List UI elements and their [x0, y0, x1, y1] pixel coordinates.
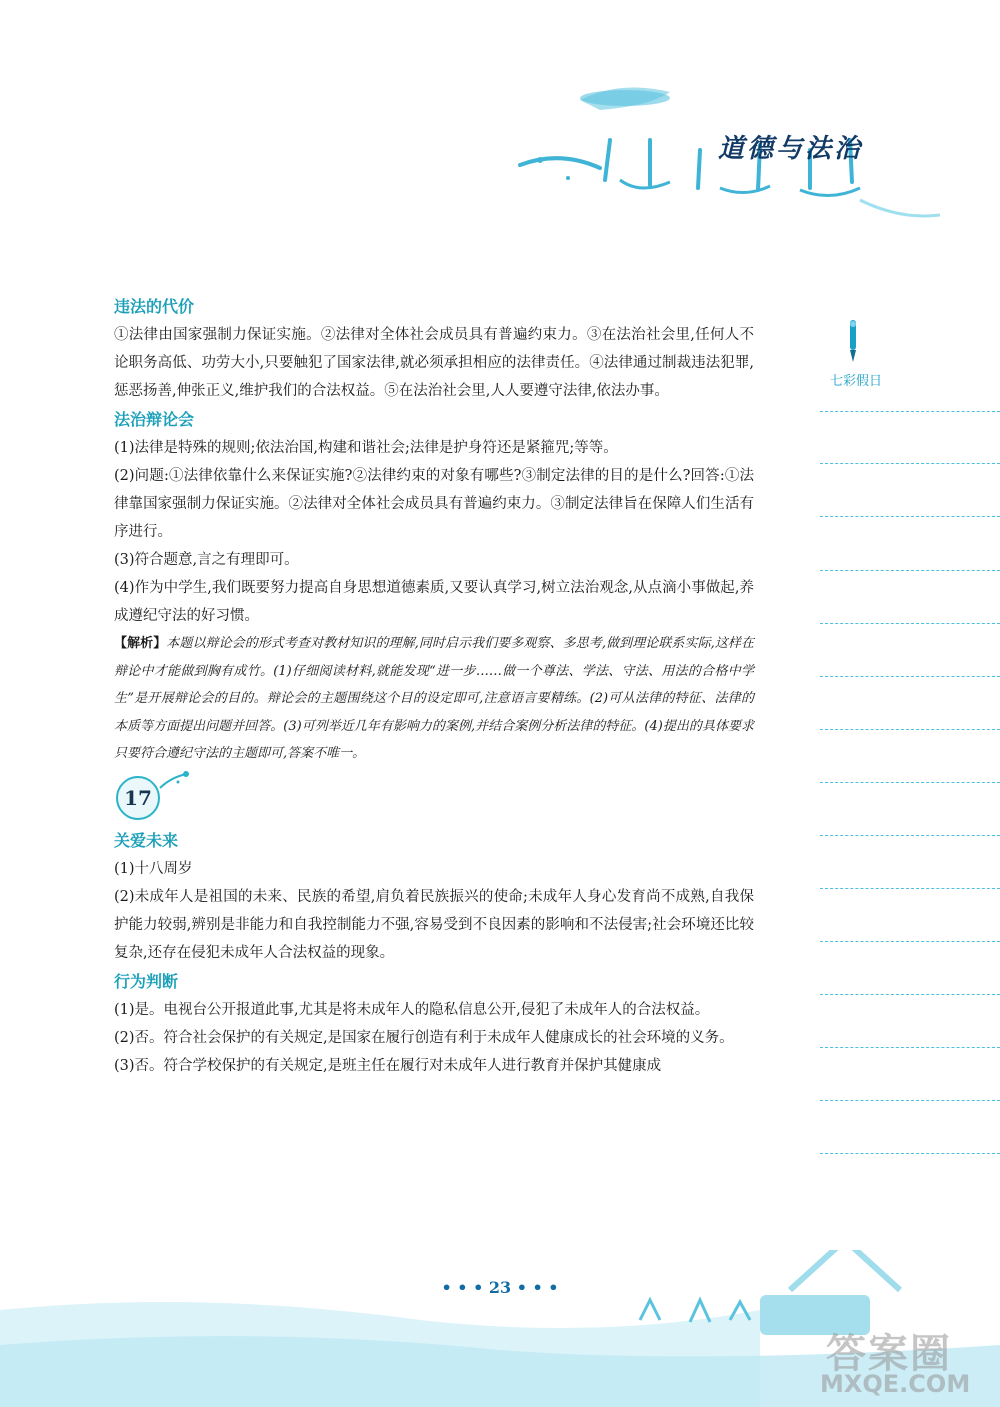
cost-paragraph: ①法律由国家强制力保证实施。②法律对全体社会成员具有普遍约束力。③在法治社会里,任何人不论职务高低、功劳大小,只要触犯了国家法律,就必须承担相应的法律责任。④法律通过制裁违法犯罪,惩恶扬善,伸张正义,维护我们的合法权益。⑤在法治社会里,人人要遵守法律,依法办事。	[114, 327, 754, 399]
judge-item: (2)否。符合社会保护的有关规定,是国家在履行创造有利于未成年人健康成长的社会环境的义务。	[114, 1029, 734, 1046]
sparkle-icon	[156, 768, 192, 798]
subject-title: 道德与法治	[718, 134, 864, 164]
sidebar-label: 七彩假日	[830, 374, 883, 389]
analysis-tag: 【解析】	[114, 636, 167, 651]
answer-content	[114, 292, 754, 1080]
note-line	[820, 623, 1000, 624]
section-title-cost: 违法的代价	[114, 297, 195, 316]
note-line	[820, 888, 1000, 889]
future-item: (1)十八周岁	[114, 860, 193, 877]
note-line	[820, 941, 1000, 942]
note-line	[820, 676, 1000, 677]
watermark-url: MXQE.COM	[820, 1370, 971, 1398]
note-line	[820, 411, 1000, 412]
debate-item: (4)作为中学生,我们既要努力提高自身思想道德素质,又要认真学习,树立法治观念,从点滴小事做起,养成遵纪守法的好习惯。	[114, 580, 754, 624]
note-line	[820, 994, 1000, 995]
note-line	[820, 1100, 1000, 1101]
judge-item: (3)否。符合学校保护的有关规定,是班主任在履行对未成年人进行教育并保护其健康成	[114, 1057, 662, 1074]
analysis-paragraph	[114, 630, 754, 768]
note-line	[820, 516, 1000, 517]
notes-sidebar	[820, 318, 1000, 1318]
future-item: (2)未成年人是祖国的未来、民族的希望,肩负着民族振兴的使命;未成年人身心发育尚不成熟,自我保护能力较弱,辨别是非能力和自我控制能力不强,容易受到不良因素的影响和不法侵害;社会环境还比较复杂,还存在侵犯未成年人合法权益的现象。	[114, 888, 754, 961]
section-title-future: 关爱未来	[114, 830, 179, 850]
analysis-text: 本题以辩论会的形式考查对教材知识的理解,同时启示我们要多观察、多思考,做到理论联系实际,这样在辩论中才能做到胸有成竹。(1)仔细阅读材料,就能发现“进一步……做一个尊法、学法、守法、用法的合格中学生”是开展辩论会的目的。辩论会的主题围绕这个目的设定即可,注意语言要精练。(2)可从法律的特征、法律的本质等方面提出问题并回答。(3)可列举近几年有影响力的案例,并结合案例分析法律的特征。(4)提出的具体要求只要符合遵纪守法的主题即可,答案不唯一。	[114, 636, 754, 761]
lesson-number-badge: 17	[116, 776, 160, 820]
pen-icon	[842, 318, 864, 366]
note-line	[820, 1047, 1000, 1048]
debate-item: (3)符合题意,言之有理即可。	[114, 552, 299, 568]
debate-item: (2)问题:①法律依靠什么来保证实施?②法律约束的对象有哪些?③制定法律的目的是什么?回答:①法律靠国家强制力保证实施。②法律对全体社会成员具有普遍约束力。③制定法律旨在保障人们生活有序进行。	[114, 468, 754, 540]
note-line	[820, 463, 1000, 464]
note-line	[820, 835, 1000, 836]
judge-item: (1)是。电视台公开报道此事,尤其是将未成年人的隐私信息公开,侵犯了未成年人的合法权益。	[114, 1001, 710, 1018]
section-title-debate: 法治辩论会	[114, 410, 195, 429]
note-line	[820, 782, 1000, 783]
note-line	[820, 729, 1000, 730]
note-line	[820, 1153, 1000, 1154]
debate-item: (1)法律是特殊的规则;依法治国,构建和谐社会;法律是护身符还是紧箍咒;等等。	[114, 440, 618, 456]
section-title-judge: 行为判断	[114, 971, 179, 991]
note-line	[820, 570, 1000, 571]
page-number: • • • 23 • • •	[441, 1278, 559, 1297]
lesson-badge-row	[114, 768, 754, 826]
watermark-logo-text: 答案圈	[826, 1331, 952, 1377]
